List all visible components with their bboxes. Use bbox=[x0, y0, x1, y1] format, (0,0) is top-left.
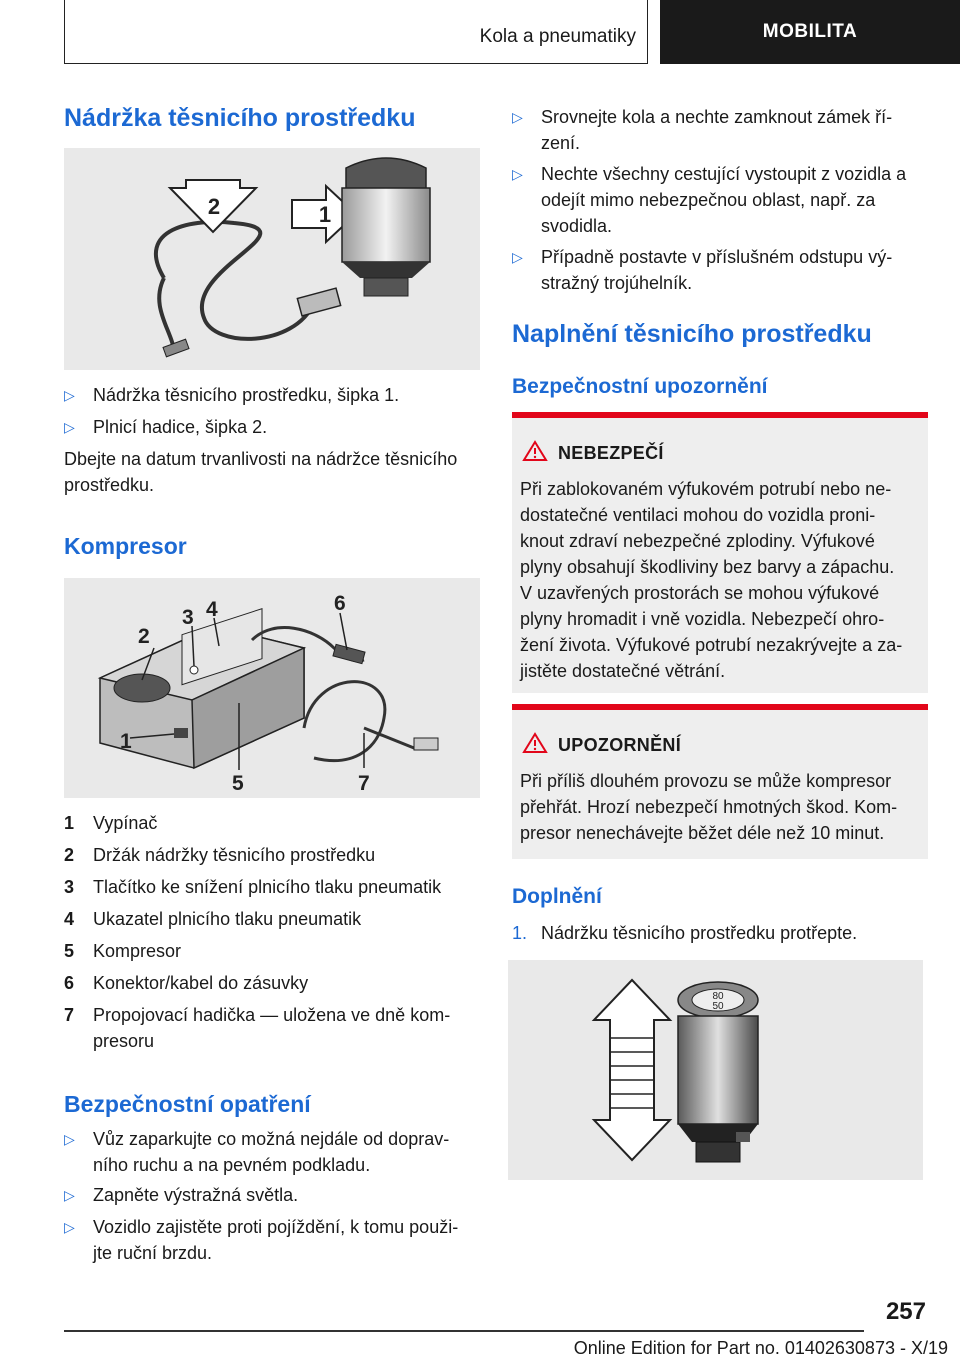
tank-note: Dbejte na datum trvanlivosti na nádržce těsnicího prostředku. bbox=[64, 449, 458, 495]
safety-bullet-3: ▷ Vozidlo zajistěte proti pojíždění, k tomu použi- jte ruční brzdu. bbox=[64, 1214, 484, 1266]
comp-label-3: 3 bbox=[182, 606, 194, 629]
header-chapter-tab bbox=[660, 0, 960, 64]
bullet-triangle-icon: ▷ bbox=[512, 249, 523, 265]
chapter-label: MOBILITA bbox=[762, 21, 858, 42]
comp-label-6: 6 bbox=[334, 592, 346, 615]
compressor-item-7: 7 Propojovací hadička — uložena ve dně kom- presoru bbox=[64, 1005, 451, 1051]
comp-label-5: 5 bbox=[232, 772, 244, 795]
warning-triangle-icon bbox=[522, 732, 548, 754]
refill-step-1: 1. Nádržku těsnicího prostředku protřepte. bbox=[512, 923, 858, 943]
comp-label-4: 4 bbox=[206, 598, 218, 621]
right-bullet-3: ▷ Případně postavte v příslušném odstupu vý- stražný trojúhelník. bbox=[512, 244, 932, 296]
danger-box bbox=[512, 412, 928, 693]
fig-label-1: 1 bbox=[318, 202, 332, 227]
header-section-title: Kola a pneumatiky bbox=[479, 26, 636, 47]
compressor-item-5: 5 Kompresor bbox=[64, 941, 182, 961]
tank-heading: Nádržka těsnicího prostředku bbox=[64, 104, 416, 132]
compressor-illustration bbox=[64, 578, 480, 798]
bullet-triangle-icon: ▷ bbox=[64, 1131, 75, 1147]
danger-text: Při zablokovaném výfukovém potrubí nebo ne- dostatečné ventilaci mohou do vozidla proni- knout zdraví nebezpečné zplodiny. Výfukové plyny obsahují škodliviny bez barvy a zápachu. V uzavřených prostorách se mohou výfukové plyny hromadit i vně vozidla. Nebezpečí ohro- žení života. Výfukové potrubí nezakrývejte a za- jistěte dostatečné větrání. bbox=[520, 479, 903, 681]
compressor-item-2: 2 Držák nádržky těsnicího prostředku bbox=[64, 845, 376, 865]
compressor-item-3: 3 Tlačítko ke snížení plnicího tlaku pneumatik bbox=[64, 877, 442, 897]
page-number: 257 bbox=[885, 1298, 926, 1325]
safety-heading: Bezpečnostní opatření bbox=[64, 1091, 311, 1117]
bullet-triangle-icon: ▷ bbox=[64, 419, 75, 435]
right-bullet-2: ▷ Nechte všechny cestující vystoupit z vozidla a odejít mimo nebezpečnou oblast, např. za svodidla. bbox=[512, 161, 932, 239]
safety-bullet-1: ▷ Vůz zaparkujte co možná nejdále od doprav- ního ruchu a na pevném podkladu. bbox=[64, 1126, 484, 1178]
bullet-triangle-icon: ▷ bbox=[512, 166, 523, 182]
footer-edition: Online Edition for Part no. 01402630873 - X/19 bbox=[573, 1338, 948, 1358]
bullet-triangle-icon: ▷ bbox=[512, 109, 523, 125]
caution-title: UPOZORNĚNÍ bbox=[558, 735, 682, 755]
compressor-heading: Kompresor bbox=[64, 533, 187, 559]
danger-title: NEBEZPEČÍ bbox=[558, 443, 664, 463]
warning-triangle-icon bbox=[522, 440, 548, 462]
refill-heading: Doplnění bbox=[512, 885, 602, 908]
bottle-label-top: 80 bbox=[712, 991, 724, 1002]
safety-notes-heading: Bezpečnostní upozornění bbox=[512, 375, 768, 398]
bullet-triangle-icon: ▷ bbox=[64, 1219, 75, 1235]
right-bullet-1: ▷ Srovnejte kola a nechte zamknout zámek ří- zení. bbox=[512, 104, 932, 156]
fill-heading: Naplnění těsnicího prostředku bbox=[512, 320, 872, 348]
compressor-item-4: 4 Ukazatel plnicího tlaku pneumatik bbox=[64, 909, 362, 929]
caution-box bbox=[512, 704, 928, 859]
tank-illustration bbox=[64, 148, 480, 370]
bullet-triangle-icon: ▷ bbox=[64, 1187, 75, 1203]
tank-bullet-1: ▷ Nádržka těsnicího prostředku, šipka 1. bbox=[64, 382, 484, 408]
tank-figure bbox=[64, 148, 480, 370]
shake-figure bbox=[508, 960, 923, 1180]
bottle-label-bottom: 50 bbox=[712, 1001, 724, 1012]
footer-divider bbox=[64, 1330, 864, 1332]
fig-label-2: 2 bbox=[207, 194, 221, 219]
bullet-triangle-icon: ▷ bbox=[64, 387, 75, 403]
comp-label-2: 2 bbox=[138, 625, 150, 648]
compressor-item-1: 1 Vypínač bbox=[64, 813, 158, 833]
compressor-item-6: 6 Konektor/kabel do zásuvky bbox=[64, 973, 309, 993]
comp-label-7: 7 bbox=[358, 772, 370, 795]
safety-bullet-2: ▷ Zapněte výstražná světla. bbox=[64, 1182, 484, 1208]
tank-bullet-2: ▷ Plnicí hadice, šipka 2. bbox=[64, 414, 484, 440]
comp-label-1: 1 bbox=[120, 730, 132, 753]
caution-text: Při příliš dlouhém provozu se může kompresor přehřát. Hrozí nebezpečí hmotných škod. Kom- presor nenechávejte běžet déle než 10 minut. bbox=[520, 771, 898, 843]
compressor-figure bbox=[64, 578, 480, 798]
shake-illustration bbox=[508, 960, 923, 1180]
